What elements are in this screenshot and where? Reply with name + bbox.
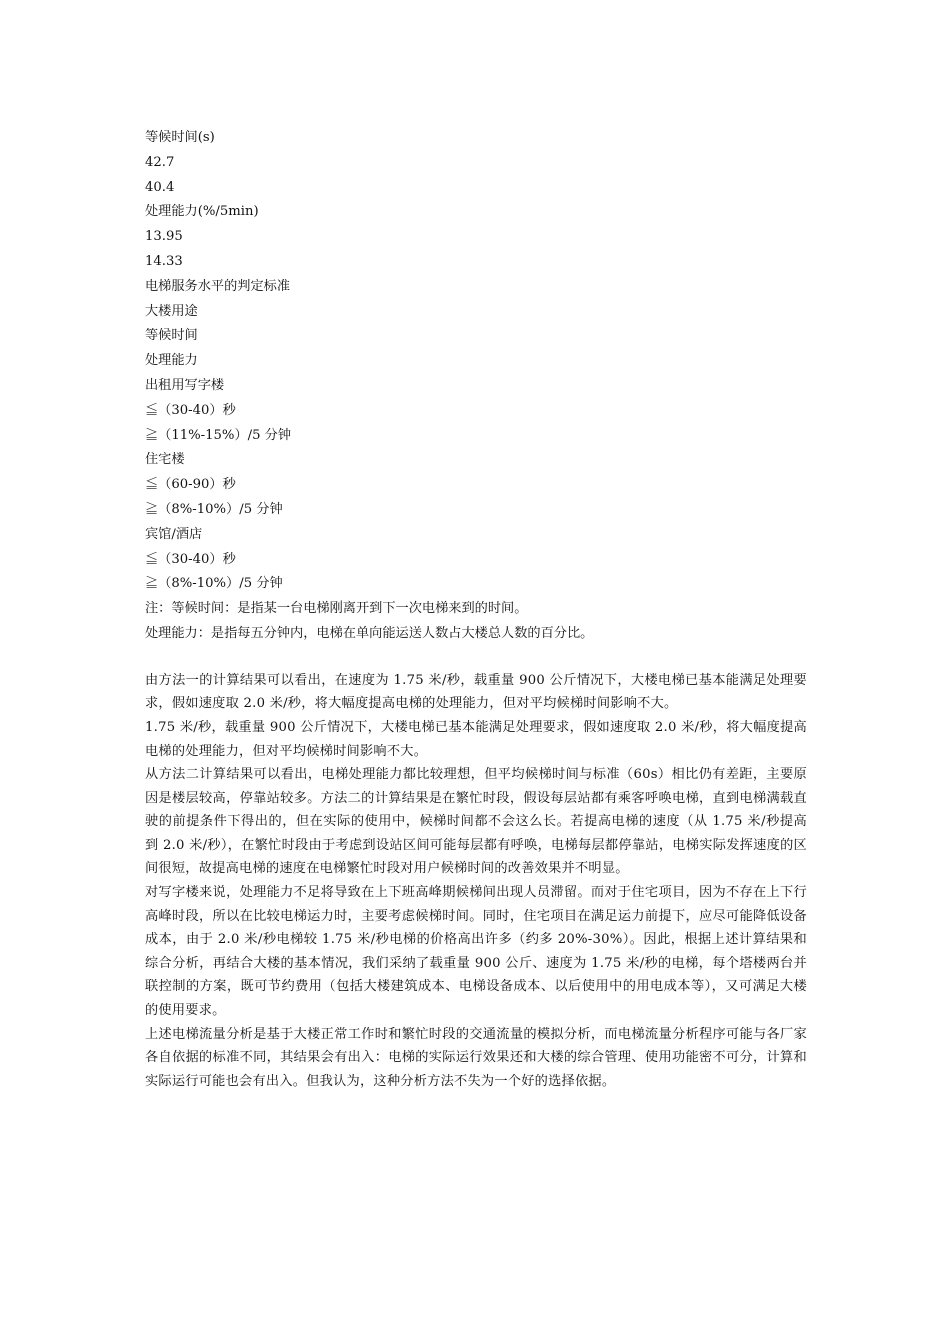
text-line-value: 13.95 <box>145 229 183 245</box>
text-line-note: 处理能力：是指每五分钟内，电梯在单向能运送人数占大楼总人数的百分比。 <box>145 625 594 641</box>
text-line-value: ≦（60-90）秒 <box>145 477 236 493</box>
paragraph: 上述电梯流量分析是基于大楼正常工作时和繁忙时段的交通流量的模拟分析，而电梯流量分析程序可能与各厂家各自依据的标准不同，其结果会有出入：电梯的实际运行效果还和大楼的综合管理、使用功能密不可分，计算和实际运行可能也会有出入。但我认为，这种分析方法不失为一个好的选择依据。 <box>145 1026 807 1089</box>
text-line-value: ≧（11%-15%）/5 分钟 <box>145 427 292 443</box>
text-line-value: ≦（30-40）秒 <box>145 551 236 567</box>
text-line-value: 14.33 <box>145 253 183 269</box>
text-line-note: 注：等候时间：是指某一台电梯刚离开到下一次电梯来到的时间。 <box>145 601 528 617</box>
blank-gap <box>145 647 807 669</box>
text-line-header: 等候时间 <box>145 328 198 344</box>
text-line-header: 处理能力 <box>145 353 198 369</box>
text-line-standard-title: 电梯服务水平的判定标准 <box>145 278 291 294</box>
paragraph: 从方法二计算结果可以看出，电梯处理能力都比较理想，但平均候梯时间与标准（60s）相比仍有差距，主要原因是楼层较高，停靠站较多。方法二的计算结果是在繁忙时段，假设每层站都有乘客呼唤电梯，直到电梯满载直驶的前提条件下得出的，但在实际的使用中，候梯时间都不会这么长。若提高电梯的速度（从 1.75 米/秒提高到 2.0 米/秒），在繁忙时段由于考虑到设站区间可能每层都有呼唤，电梯每层都停靠站，电梯实际发挥速度的区间很短，故提高电梯的速度在电梯繁忙时段对用户候梯时间的改善效果并不明显。 <box>145 767 807 877</box>
paragraph: 由方法一的计算结果可以看出，在速度为 1.75 米/秒，载重量 900 公斤情况下，大楼电梯已基本能满足处理要求，假如速度取 2.0 米/秒，将大幅度提高电梯的处理能力，但对平均候梯时间影响不大。 <box>145 672 807 712</box>
text-line-building-type: 宾馆/酒店 <box>145 526 203 542</box>
text-line-value: ≦（30-40）秒 <box>145 402 236 418</box>
text-line-building-type: 出租用写字楼 <box>145 377 225 393</box>
document-page <box>145 126 807 1093</box>
text-line-value: 42.7 <box>145 154 175 170</box>
paragraph: 对写字楼来说，处理能力不足将导致在上下班高峰期候梯间出现人员滞留。而对于住宅项目，因为不存在上下行高峰时段，所以在比较电梯运力时，主要考虑候梯时间。同时，住宅项目在满足运力前提下，应尽可能降低设备成本，由于 2.0 米/秒电梯较 1.75 米/秒电梯的价格高出许多（约多 20%-30%）。因此，根据上述计算结果和综合分析，再结合大楼的基本情况，我们采纳了载重量 900 公斤、速度为 1.75 米/秒的电梯，每个塔楼两台并联控制的方案，既可节约费用（包括大楼建筑成本、电梯设备成本、以后使用中的用电成本等），又可满足大楼的使用要求。 <box>145 885 807 1019</box>
table-text-lines <box>145 126 807 647</box>
text-line-building-type: 住宅楼 <box>145 452 185 468</box>
text-line-wait-time-header: 等候时间(s) <box>145 130 215 145</box>
text-line-header: 大楼用途 <box>145 303 198 319</box>
text-line-value: ≧（8%-10%）/5 分钟 <box>145 576 283 592</box>
text-line-capacity-header: 处理能力(%/5min) <box>145 204 259 220</box>
text-line-value: 40.4 <box>145 179 175 195</box>
paragraph: 1.75 米/秒，载重量 900 公斤情况下，大楼电梯已基本能满足处理要求，假如速度取 2.0 米/秒，将大幅度提高电梯的处理能力，但对平均候梯时间影响不大。 <box>145 719 807 759</box>
text-line-value: ≧（8%-10%）/5 分钟 <box>145 501 283 517</box>
